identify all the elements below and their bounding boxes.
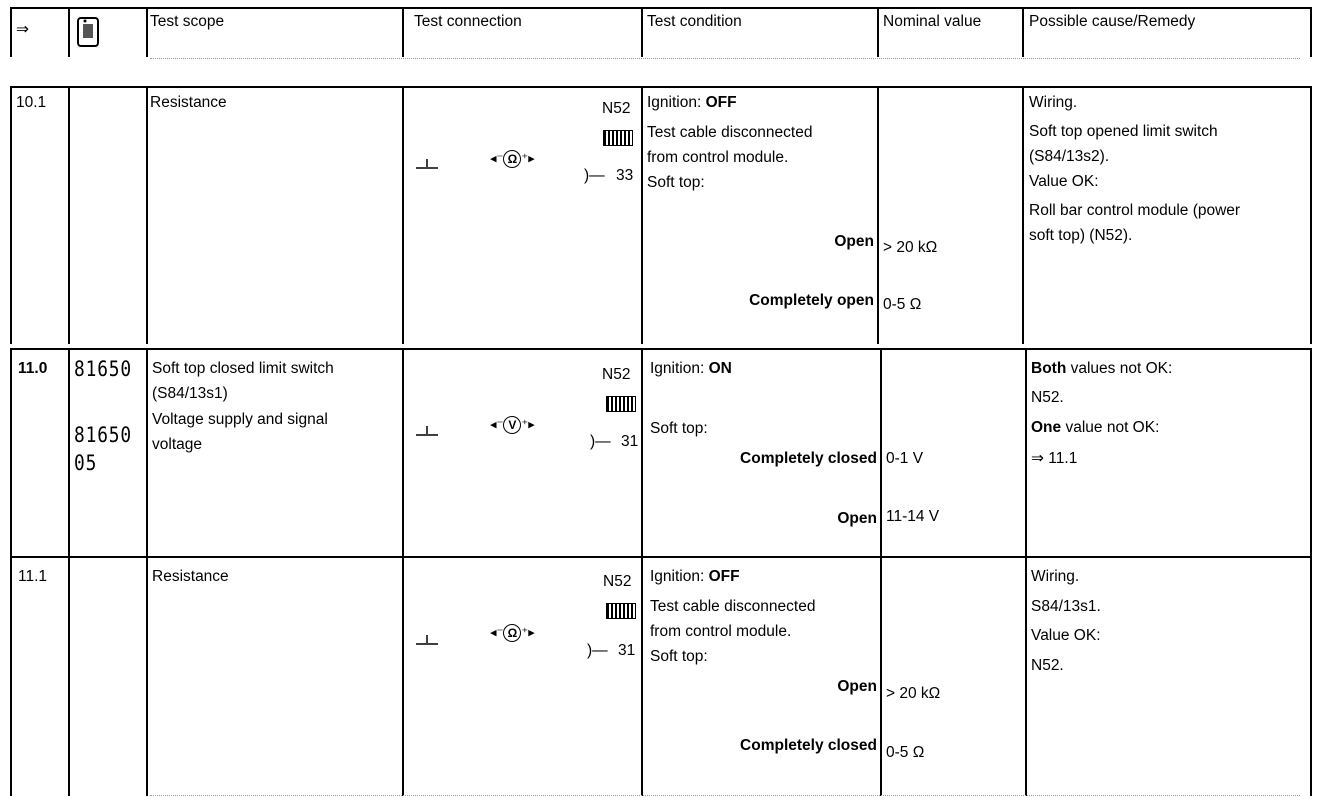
remedy-line: One value not OK: bbox=[1031, 419, 1160, 436]
nominal-value: 0-5 Ω bbox=[886, 744, 925, 761]
tester-device-icon bbox=[76, 16, 102, 53]
condition-line: Soft top: bbox=[650, 420, 708, 437]
remedy-link[interactable]: ⇒ 11.1 bbox=[1031, 450, 1078, 467]
condition-line: from control module. bbox=[650, 623, 792, 640]
ignition-value: ON bbox=[708, 360, 732, 377]
condition-line: Test cable disconnected bbox=[647, 124, 813, 141]
row-divider bbox=[402, 348, 404, 556]
ignition-value: OFF bbox=[708, 568, 740, 585]
header-test-condition: Test condition bbox=[647, 13, 742, 30]
condition-line: from control module. bbox=[647, 149, 789, 166]
row-divider bbox=[10, 556, 12, 796]
test-scope: voltage bbox=[152, 436, 202, 453]
ignition-condition bbox=[650, 568, 740, 586]
test-scope: Soft top closed limit switch bbox=[152, 360, 334, 377]
nominal-value: 11-14 V bbox=[886, 508, 940, 525]
remedy-line: (S84/13s2). bbox=[1029, 148, 1110, 165]
header-arrow: ⇒ bbox=[16, 21, 29, 38]
row-divider bbox=[877, 86, 879, 344]
remedy-line: N52. bbox=[1031, 389, 1064, 406]
connector-icon bbox=[606, 603, 636, 619]
row-divider bbox=[146, 348, 148, 556]
remedy-line: Value OK: bbox=[1031, 627, 1101, 644]
header-divider bbox=[877, 7, 879, 57]
nominal-value: 0-5 Ω bbox=[883, 296, 922, 313]
ignition-condition bbox=[647, 94, 737, 112]
row-divider bbox=[880, 348, 882, 556]
row-divider bbox=[10, 348, 12, 556]
header-test-connection: Test connection bbox=[414, 13, 522, 30]
row-divider bbox=[1310, 556, 1312, 796]
header-divider bbox=[1310, 7, 1312, 57]
row-divider bbox=[641, 348, 643, 556]
remedy-line: Both values not OK: bbox=[1031, 360, 1173, 377]
step-number: 10.1 bbox=[16, 94, 47, 111]
fault-code: 81650 bbox=[74, 423, 132, 447]
remedy-line: soft top) (N52). bbox=[1029, 227, 1133, 244]
voltmeter-icon: ◂⁻ V ⁺▸ bbox=[490, 416, 535, 432]
ignition-label: Ignition: bbox=[650, 568, 709, 585]
test-scope: (S84/13s1) bbox=[152, 385, 228, 402]
fault-code: 81650 bbox=[74, 357, 132, 381]
connector-label: N52 bbox=[602, 100, 631, 117]
pin-marker: )— bbox=[584, 167, 605, 184]
ignition-label: Ignition: bbox=[650, 360, 709, 377]
header-dotted-rule bbox=[150, 58, 1300, 59]
remedy-line: Roll bar control module (power bbox=[1029, 202, 1241, 219]
row-divider bbox=[880, 556, 882, 796]
header-divider bbox=[68, 7, 70, 57]
row-divider bbox=[641, 556, 643, 796]
row-divider bbox=[146, 556, 148, 796]
footer-dotted-rule bbox=[150, 795, 1300, 796]
test-scope: Resistance bbox=[150, 94, 227, 111]
measurement-label: Open bbox=[834, 233, 874, 250]
ground-symbol-icon bbox=[416, 425, 438, 437]
row-top-rule bbox=[10, 556, 1312, 558]
header-remedy: Possible cause/Remedy bbox=[1029, 13, 1196, 30]
row-divider bbox=[641, 86, 643, 344]
nominal-value: > 20 kΩ bbox=[883, 239, 938, 256]
measurement-label: Completely closed bbox=[740, 737, 877, 754]
connector-label: N52 bbox=[602, 366, 631, 383]
remedy-line: S84/13s1. bbox=[1031, 598, 1101, 615]
step-number: 11.1 bbox=[18, 568, 48, 585]
measurement-label: Completely closed bbox=[740, 450, 877, 467]
row-divider bbox=[68, 348, 70, 556]
header-divider bbox=[1022, 7, 1024, 57]
row-divider bbox=[402, 86, 404, 344]
row-divider bbox=[68, 556, 70, 796]
row-divider bbox=[1310, 348, 1312, 556]
header-nominal-value: Nominal value bbox=[883, 13, 982, 30]
row-top-rule bbox=[10, 348, 1312, 350]
condition-line: Soft top: bbox=[650, 648, 708, 665]
condition-line: Soft top: bbox=[647, 174, 705, 191]
remedy-line: Soft top opened limit switch bbox=[1029, 123, 1218, 140]
fault-code: 05 bbox=[74, 451, 98, 475]
nominal-value: 0-1 V bbox=[886, 450, 924, 467]
header-divider bbox=[10, 7, 12, 57]
connector-label: N52 bbox=[603, 573, 632, 590]
remedy-line: Wiring. bbox=[1031, 568, 1080, 585]
header-divider bbox=[146, 7, 148, 57]
row-divider bbox=[146, 86, 148, 344]
remedy-line: Value OK: bbox=[1029, 173, 1099, 190]
ignition-label: Ignition: bbox=[647, 94, 706, 111]
pin-marker: )— bbox=[590, 433, 611, 450]
ohmmeter-icon: ◂⁻ Ω ⁺▸ bbox=[490, 150, 535, 166]
measurement-label: Completely open bbox=[749, 292, 874, 309]
measurement-label: Open bbox=[837, 678, 877, 695]
row-top-rule bbox=[10, 86, 1312, 88]
nominal-value: > 20 kΩ bbox=[886, 685, 941, 702]
row-divider bbox=[68, 86, 70, 344]
pin-number: 31 bbox=[618, 642, 636, 659]
row-divider bbox=[1025, 556, 1027, 796]
row-divider bbox=[10, 86, 12, 344]
pin-number: 31 bbox=[621, 433, 639, 450]
measurement-label: Open bbox=[837, 510, 877, 527]
header-divider bbox=[641, 7, 643, 57]
ignition-condition bbox=[650, 360, 732, 378]
row-divider bbox=[1025, 348, 1027, 556]
pin-marker: )— bbox=[587, 642, 608, 659]
step-number: 11.0 bbox=[18, 360, 48, 377]
connector-icon bbox=[603, 130, 633, 146]
row-divider bbox=[1310, 86, 1312, 344]
test-scope: Voltage supply and signal bbox=[152, 411, 328, 428]
row-divider bbox=[402, 556, 404, 796]
ground-symbol-icon bbox=[416, 634, 438, 646]
ohmmeter-icon: ◂⁻ Ω ⁺▸ bbox=[490, 624, 535, 640]
connector-icon bbox=[606, 396, 636, 412]
remedy-line: Wiring. bbox=[1029, 94, 1078, 111]
test-scope: Resistance bbox=[152, 568, 229, 585]
ignition-value: OFF bbox=[705, 94, 737, 111]
pin-number: 33 bbox=[616, 167, 634, 184]
header-divider bbox=[402, 7, 404, 57]
condition-line: Test cable disconnected bbox=[650, 598, 816, 615]
ground-symbol-icon bbox=[416, 158, 438, 170]
header-test-scope: Test scope bbox=[150, 13, 225, 30]
remedy-line: N52. bbox=[1031, 657, 1064, 674]
header-top-rule bbox=[10, 7, 1312, 9]
row-divider bbox=[1022, 86, 1024, 344]
